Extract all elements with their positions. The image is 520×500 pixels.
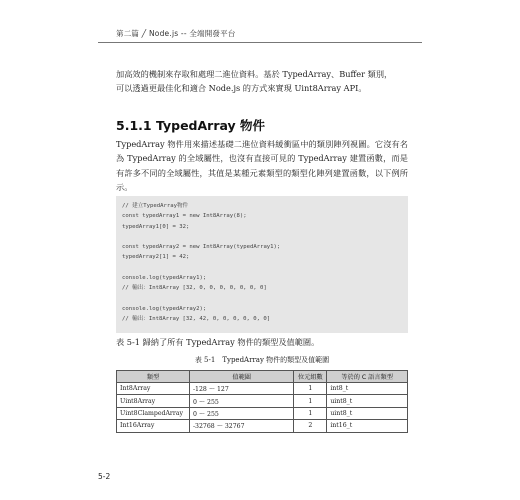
header-cell-range: 值範圍 (189, 371, 293, 383)
intro-paragraph (116, 67, 406, 95)
cell-c-type: uint8_t (327, 395, 408, 407)
code-block (116, 196, 408, 333)
cell-bytes: 2 (294, 420, 327, 432)
header-cell-type: 類型 (117, 371, 190, 383)
code-line (122, 263, 402, 273)
cell-c-type: int8_t (327, 383, 408, 395)
table-caption: 表 5-1 TypedArray 物件的類型及值範圍 (194, 356, 330, 364)
cell-range: -32768 ～ 32767 (189, 420, 293, 432)
code-line (122, 294, 402, 304)
code-line: console.log(typedArray2); (122, 305, 207, 312)
cell-type: Uint8Array (117, 395, 190, 407)
body-paragraph: TypedArray 物件用來描述基礎二進位資料緩衝區中的類別陣列視圖。它沒有名為 TypedArray 的全域屬性，也沒有直接可見的 TypedArray 建置函數，而是有許多不同的全域屬性，其值是某種元素類型的類型化陣列建置函數，以下例所示。 (116, 139, 408, 193)
table-row (117, 395, 408, 407)
code-line: // 輸出：Int8Array [32, 0, 0, 0, 0, 0, 0, 0] (122, 285, 267, 292)
cell-type: Uint8ClampedArray (117, 407, 190, 419)
table-row (117, 420, 408, 432)
cell-range: 0 ～ 255 (189, 407, 293, 419)
code-line: typedArray2[1] = 42; (122, 254, 190, 261)
header-cell-c-type: 等於的 C 語言類型 (327, 371, 408, 383)
code-line: const typedArray2 = new Int8Array(typedArray1); (122, 244, 281, 251)
typedarray-table (116, 370, 408, 433)
cell-type: Int8Array (117, 383, 190, 395)
cell-range: 0 ～ 255 (189, 395, 293, 407)
cell-bytes: 1 (294, 395, 327, 407)
cell-c-type: uint8_t (327, 407, 408, 419)
code-line: const typedArray1 = new Int8Array(8); (122, 213, 247, 220)
section-title: 5.1.1 TypedArray 物件 (116, 118, 266, 133)
code-line: typedArray1[0] = 32; (122, 223, 190, 230)
cell-bytes: 1 (294, 407, 327, 419)
running-header: 第二篇 ╱ Node.js -- 全端開發平台 (116, 29, 236, 38)
code-line: // 建立TypedArray物件 (122, 203, 189, 209)
cell-range: -128 ～ 127 (189, 383, 293, 395)
table-row (117, 407, 408, 419)
intro-line: 加高效的機制來存取和處理二進位資料。基於 TypedArray、Buffer 類別， (116, 69, 393, 79)
intro-line: 可以透過更最佳化和適合 Node.js 的方式來實現 Uint8Array API。 (116, 83, 367, 93)
cell-c-type: int16_t (327, 420, 408, 432)
table-reference: 表 5-1 歸納了所有 TypedArray 物件的類型及值範圍。 (116, 337, 320, 347)
page-number: 5-2 (98, 472, 111, 481)
header-rule (98, 42, 422, 43)
code-line: // 輸出：Int8Array [32, 42, 0, 0, 0, 0, 0, 0] (122, 316, 271, 323)
cell-bytes: 1 (294, 383, 327, 395)
code-line: console.log(typedArray1); (122, 275, 207, 282)
cell-type: Int16Array (117, 420, 190, 432)
table-row (117, 383, 408, 395)
header-cell-bytes: 位元組數 (294, 371, 327, 383)
code-line (122, 232, 402, 242)
table-header-row (117, 371, 408, 383)
